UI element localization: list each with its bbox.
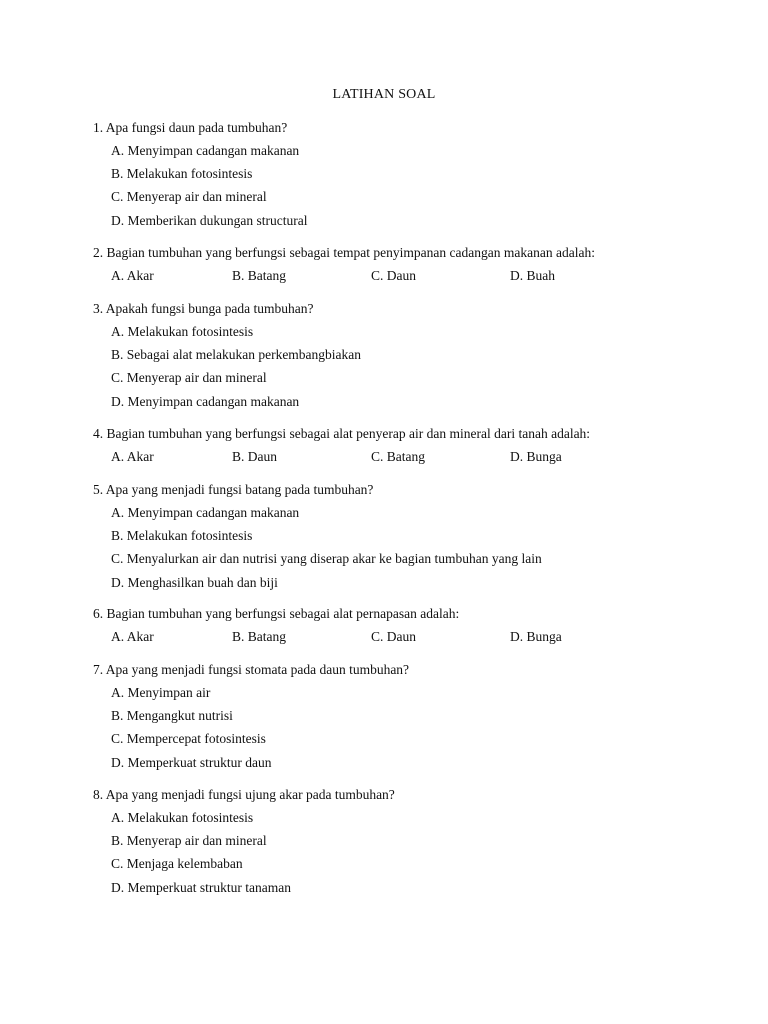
question-text: 8. Apa yang menjadi fungsi ujung akar pada tumbuhan? <box>93 787 395 802</box>
option-c: C. Menjaga kelembaban <box>111 856 243 872</box>
option-c: C. Batang <box>371 449 425 464</box>
question-8 <box>93 783 713 899</box>
option-d: D. Memberikan dukungan structural <box>111 212 308 228</box>
option-c: C. Mempercepat fotosintesis <box>111 731 266 747</box>
option-b: B. Mengangkut nutrisi <box>111 708 233 724</box>
question-6 <box>93 602 713 648</box>
option-b: B. Batang <box>232 268 286 283</box>
page-title: LATIHAN SOAL <box>332 87 436 102</box>
option-b: B. Melakukan fotosintesis <box>111 166 253 182</box>
question-2 <box>93 241 713 287</box>
option-a: A. Melakukan fotosintesis <box>111 324 254 339</box>
option-c: C. Daun <box>371 629 416 644</box>
option-b: B. Sebagai alat melakukan perkembangbiakan <box>111 347 362 363</box>
question-7 <box>93 658 713 774</box>
option-d: D. Buah <box>510 268 555 283</box>
options-row <box>93 625 713 648</box>
question-text: 5. Apa yang menjadi fungsi batang pada tumbuhan? <box>93 482 374 497</box>
option-a: A. Melakukan fotosintesis <box>111 810 254 825</box>
options-row <box>93 445 713 468</box>
question-text: 1. Apa fungsi daun pada tumbuhan? <box>93 120 288 135</box>
question-text: 6. Bagian tumbuhan yang berfungsi sebagai alat pernapasan adalah: <box>93 606 460 621</box>
question-3 <box>93 297 713 413</box>
option-b: B. Daun <box>232 449 277 464</box>
option-a: A. Menyimpan cadangan makanan <box>111 505 300 520</box>
option-d: D. Memperkuat struktur daun <box>111 754 272 770</box>
option-a: A. Akar <box>111 268 154 283</box>
option-b: B. Melakukan fotosintesis <box>111 528 253 544</box>
option-b: B. Batang <box>232 629 286 644</box>
question-text: 3. Apakah fungsi bunga pada tumbuhan? <box>93 301 314 316</box>
option-c: C. Menyerap air dan mineral <box>111 189 267 205</box>
question-1 <box>93 116 713 232</box>
question-text: 4. Bagian tumbuhan yang berfungsi sebagai alat penyerap air dan mineral dari tanah adalah: <box>93 426 591 441</box>
question-4 <box>93 422 713 468</box>
option-a: A. Menyimpan cadangan makanan <box>111 143 300 158</box>
option-c: C. Menyerap air dan mineral <box>111 370 267 386</box>
option-d: D. Bunga <box>510 629 562 644</box>
question-text: 2. Bagian tumbuhan yang berfungsi sebagai tempat penyimpanan cadangan makanan adalah: <box>93 245 595 260</box>
option-d: D. Menghasilkan buah dan biji <box>111 574 278 590</box>
option-d: D. Bunga <box>510 449 562 464</box>
option-c: C. Daun <box>371 268 416 283</box>
option-a: A. Akar <box>111 629 154 644</box>
question-text: 7. Apa yang menjadi fungsi stomata pada daun tumbuhan? <box>93 662 410 677</box>
question-5 <box>93 478 713 594</box>
options-row <box>93 264 713 287</box>
option-a: A. Menyimpan air <box>111 685 211 700</box>
option-c: C. Menyalurkan air dan nutrisi yang diserap akar ke bagian tumbuhan yang lain <box>111 551 542 567</box>
option-d: D. Memperkuat struktur tanaman <box>111 879 291 895</box>
option-a: A. Akar <box>111 449 154 464</box>
option-b: B. Menyerap air dan mineral <box>111 833 267 849</box>
option-d: D. Menyimpan cadangan makanan <box>111 393 300 409</box>
